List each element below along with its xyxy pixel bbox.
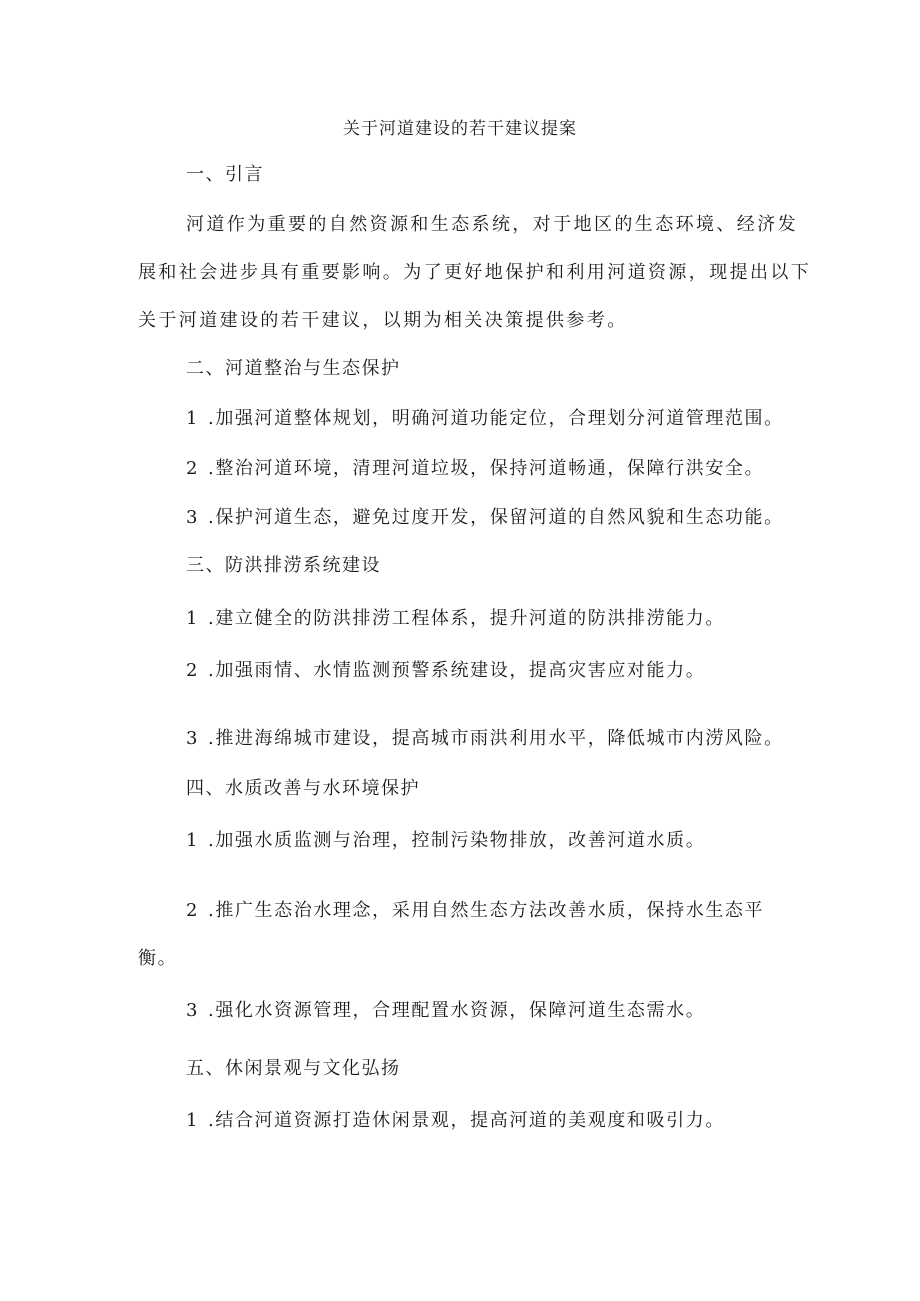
intro-paragraph-line: 关于河道建设的若干建议，以期为相关决策提供参考。 xyxy=(138,310,628,331)
item-number: 1 xyxy=(186,1110,200,1131)
item-text: .推广生态治水理念，采用自然生态方法改善水质，保持水生态平 xyxy=(208,900,765,921)
intro-paragraph-line: 展和社会进步具有重要影响。为了更好地保护和利用河道资源，现提出以下 xyxy=(138,262,812,283)
item-text: .保护河道生态，避免过度开发，保留河道的自然风貌和生态功能。 xyxy=(208,507,784,528)
list-item xyxy=(186,826,705,852)
section-heading-intro: 一、引言 xyxy=(186,164,264,185)
section-heading-flood-control: 三、防洪排涝系统建设 xyxy=(186,555,381,576)
list-item xyxy=(186,656,705,682)
item-number: 3 xyxy=(186,728,200,749)
item-number: 3 xyxy=(186,1000,200,1021)
list-item xyxy=(186,604,725,630)
item-number: 1 xyxy=(186,830,200,851)
item-number: 1 xyxy=(186,608,200,629)
item-text: .建立健全的防洪排涝工程体系，提升河道的防洪排涝能力。 xyxy=(208,608,725,629)
list-item xyxy=(186,503,784,529)
item-number: 2 xyxy=(186,458,200,479)
item-text: .整治河道环境，清理河道垃圾，保持河道畅通，保障行洪安全。 xyxy=(208,458,765,479)
item-text: .强化水资源管理，合理配置水资源，保障河道生态需水。 xyxy=(208,1000,706,1021)
section-heading-water-quality: 四、水质改善与水环境保护 xyxy=(186,778,420,799)
list-item xyxy=(186,724,784,750)
list-item xyxy=(186,1106,725,1132)
list-item xyxy=(186,454,764,480)
section-heading-leisure-landscape: 五、休闲景观与文化弘扬 xyxy=(186,1058,401,1079)
item-text-continuation: 衡。 xyxy=(138,948,178,969)
item-number: 1 xyxy=(186,408,200,429)
item-text: .加强雨情、水情监测预警系统建设，提高灾害应对能力。 xyxy=(208,660,706,681)
item-text: .加强河道整体规划，明确河道功能定位，合理划分河道管理范围。 xyxy=(208,408,784,429)
item-number: 3 xyxy=(186,507,200,528)
list-item xyxy=(186,404,784,430)
item-text: .结合河道资源打造休闲景观，提高河道的美观度和吸引力。 xyxy=(208,1110,725,1131)
list-item xyxy=(186,896,764,922)
document-title: 关于河道建设的若干建议提案 xyxy=(343,119,577,139)
intro-paragraph-line: 河道作为重要的自然资源和生态系统，对于地区的生态环境、经济发 xyxy=(186,214,798,235)
list-item xyxy=(186,996,705,1022)
item-text: .推进海绵城市建设，提高城市雨洪利用水平，降低城市内涝风险。 xyxy=(208,728,784,749)
item-number: 2 xyxy=(186,900,200,921)
section-heading-river-regulation: 二、河道整治与生态保护 xyxy=(186,358,401,379)
item-text: .加强水质监测与治理，控制污染物排放，改善河道水质。 xyxy=(208,830,706,851)
item-number: 2 xyxy=(186,660,200,681)
